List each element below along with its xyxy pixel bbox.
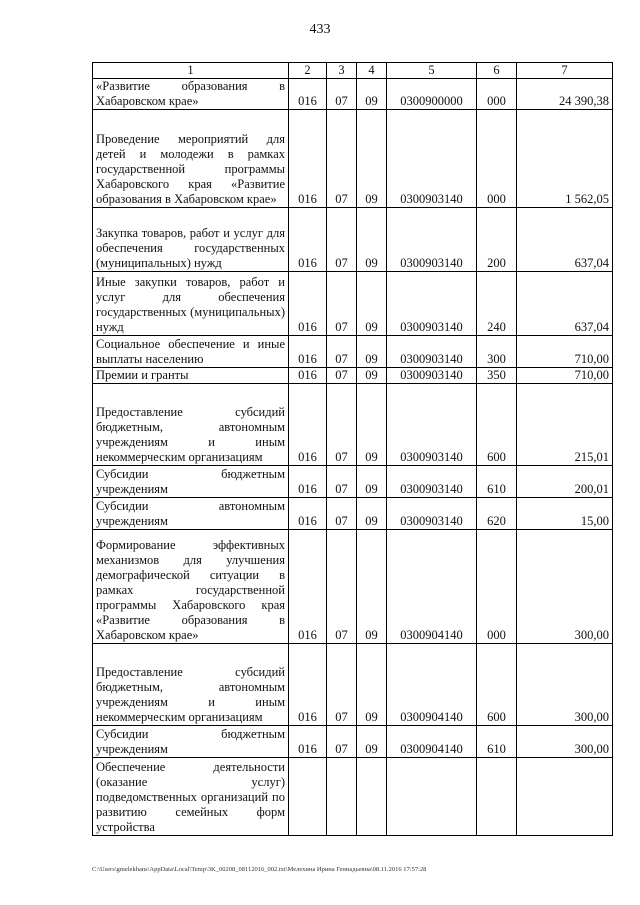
row-name-cell: Субсидии автономным учреждениям [93,498,289,530]
target-article-cell: 0300904140 [387,530,477,644]
target-article-cell: 0300903140 [387,384,477,466]
subsection-code-cell: 09 [357,110,387,208]
grbs-code-cell: 016 [289,208,327,272]
expense-type-cell: 350 [477,368,517,384]
expense-type-cell: 610 [477,726,517,758]
expense-type-cell [477,758,517,836]
target-article-cell: 0300900000 [387,79,477,110]
row-name-cell: Субсидии бюджетным учреждениям [93,726,289,758]
footer-file-path: C:\Users\gmelekhans\AppData\Local\Temp\3K_00208_08112016_002.txt\Мелехина Ирина Геннадьевна\08.11.2016 17:57:28 [92,866,427,873]
expense-type-cell: 000 [477,79,517,110]
target-article-cell: 0300903140 [387,368,477,384]
row-name-cell: Обеспечение деятельности (оказание услуг) подведомственных организаций по развитию семейных форм устройства [93,758,289,836]
table-row [93,498,613,530]
header-col-3: 3 [327,63,357,79]
subsection-code-cell: 09 [357,208,387,272]
table-row [93,530,613,644]
row-name-cell: Предоставление субсидий бюджетным, автономным учреждениям и иным некоммерческим организациям [93,384,289,466]
header-col-6: 6 [477,63,517,79]
row-name-cell: Проведение мероприятий для детей и молодежи в рамках государственной программы Хабаровского края «Развитие образования в Хабаровском крае» [93,110,289,208]
target-article-cell [387,758,477,836]
grbs-code-cell: 016 [289,272,327,336]
grbs-code-cell: 016 [289,726,327,758]
amount-cell: 300,00 [517,644,613,726]
header-col-5: 5 [387,63,477,79]
grbs-code-cell: 016 [289,530,327,644]
section-code-cell: 07 [327,368,357,384]
target-article-cell: 0300903140 [387,336,477,368]
subsection-code-cell: 09 [357,272,387,336]
section-code-cell: 07 [327,466,357,498]
table-row [93,758,613,836]
amount-cell: 637,04 [517,208,613,272]
section-code-cell: 07 [327,384,357,466]
row-name-cell: Социальное обеспечение и иные выплаты населению [93,336,289,368]
expense-type-cell: 600 [477,644,517,726]
grbs-code-cell: 016 [289,466,327,498]
target-article-cell: 0300903140 [387,498,477,530]
expense-type-cell: 610 [477,466,517,498]
subsection-code-cell: 09 [357,336,387,368]
table-row [93,79,613,110]
header-col-7: 7 [517,63,613,79]
amount-cell: 710,00 [517,336,613,368]
header-col-1: 1 [93,63,289,79]
row-name-cell: Закупка товаров, работ и услуг для обеспечения государственных (муниципальных) нужд [93,208,289,272]
section-code-cell: 07 [327,726,357,758]
amount-cell: 215,01 [517,384,613,466]
section-code-cell: 07 [327,644,357,726]
section-code-cell: 07 [327,530,357,644]
grbs-code-cell: 016 [289,110,327,208]
grbs-code-cell: 016 [289,644,327,726]
section-code-cell: 07 [327,79,357,110]
subsection-code-cell: 09 [357,726,387,758]
section-code-cell: 07 [327,336,357,368]
grbs-code-cell: 016 [289,498,327,530]
target-article-cell: 0300903140 [387,272,477,336]
table-row [93,110,613,208]
grbs-code-cell: 016 [289,368,327,384]
amount-cell: 15,00 [517,498,613,530]
table-row [93,336,613,368]
grbs-code-cell: 016 [289,79,327,110]
amount-cell: 1 562,05 [517,110,613,208]
target-article-cell: 0300903140 [387,208,477,272]
target-article-cell: 0300903140 [387,110,477,208]
expense-type-cell: 600 [477,384,517,466]
grbs-code-cell: 016 [289,336,327,368]
target-article-cell: 0300904140 [387,644,477,726]
budget-table [92,62,613,836]
amount-cell: 300,00 [517,530,613,644]
section-code-cell [327,758,357,836]
expense-type-cell: 240 [477,272,517,336]
amount-cell: 710,00 [517,368,613,384]
subsection-code-cell: 09 [357,644,387,726]
subsection-code-cell: 09 [357,368,387,384]
section-code-cell: 07 [327,498,357,530]
expense-type-cell: 000 [477,530,517,644]
expense-type-cell: 620 [477,498,517,530]
header-row [93,63,613,79]
amount-cell: 637,04 [517,272,613,336]
expense-type-cell: 200 [477,208,517,272]
expense-type-cell: 300 [477,336,517,368]
row-name-cell: Предоставление субсидий бюджетным, автономным учреждениям и иным некоммерческим организациям [93,644,289,726]
subsection-code-cell: 09 [357,466,387,498]
amount-cell: 200,01 [517,466,613,498]
table-row [93,726,613,758]
table-row [93,368,613,384]
table-row [93,644,613,726]
target-article-cell: 0300904140 [387,726,477,758]
amount-cell: 24 390,38 [517,79,613,110]
table-row [93,272,613,336]
section-code-cell: 07 [327,272,357,336]
grbs-code-cell [289,758,327,836]
table-row [93,466,613,498]
amount-cell [517,758,613,836]
amount-cell: 300,00 [517,726,613,758]
row-name-cell: Формирование эффективных механизмов для улучшения демографической ситуации в рамках государственной программы Хабаровского края «Развитие образования в Хабаровском крае» [93,530,289,644]
subsection-code-cell: 09 [357,530,387,644]
target-article-cell: 0300903140 [387,466,477,498]
section-code-cell: 07 [327,110,357,208]
table-row [93,208,613,272]
row-name-cell: Премии и гранты [93,368,289,384]
grbs-code-cell: 016 [289,384,327,466]
page-number: 433 [309,22,331,37]
subsection-code-cell: 09 [357,79,387,110]
subsection-code-cell: 09 [357,498,387,530]
expense-type-cell: 000 [477,110,517,208]
header-col-4: 4 [357,63,387,79]
subsection-code-cell [357,758,387,836]
header-col-2: 2 [289,63,327,79]
subsection-code-cell: 09 [357,384,387,466]
row-name-cell: Иные закупки товаров, работ и услуг для обеспечения государственных (муниципальных) нужд [93,272,289,336]
row-name-cell: Субсидии бюджетным учреждениям [93,466,289,498]
table-row [93,384,613,466]
row-name-cell: «Развитие образования в Хабаровском крае» [93,79,289,110]
section-code-cell: 07 [327,208,357,272]
